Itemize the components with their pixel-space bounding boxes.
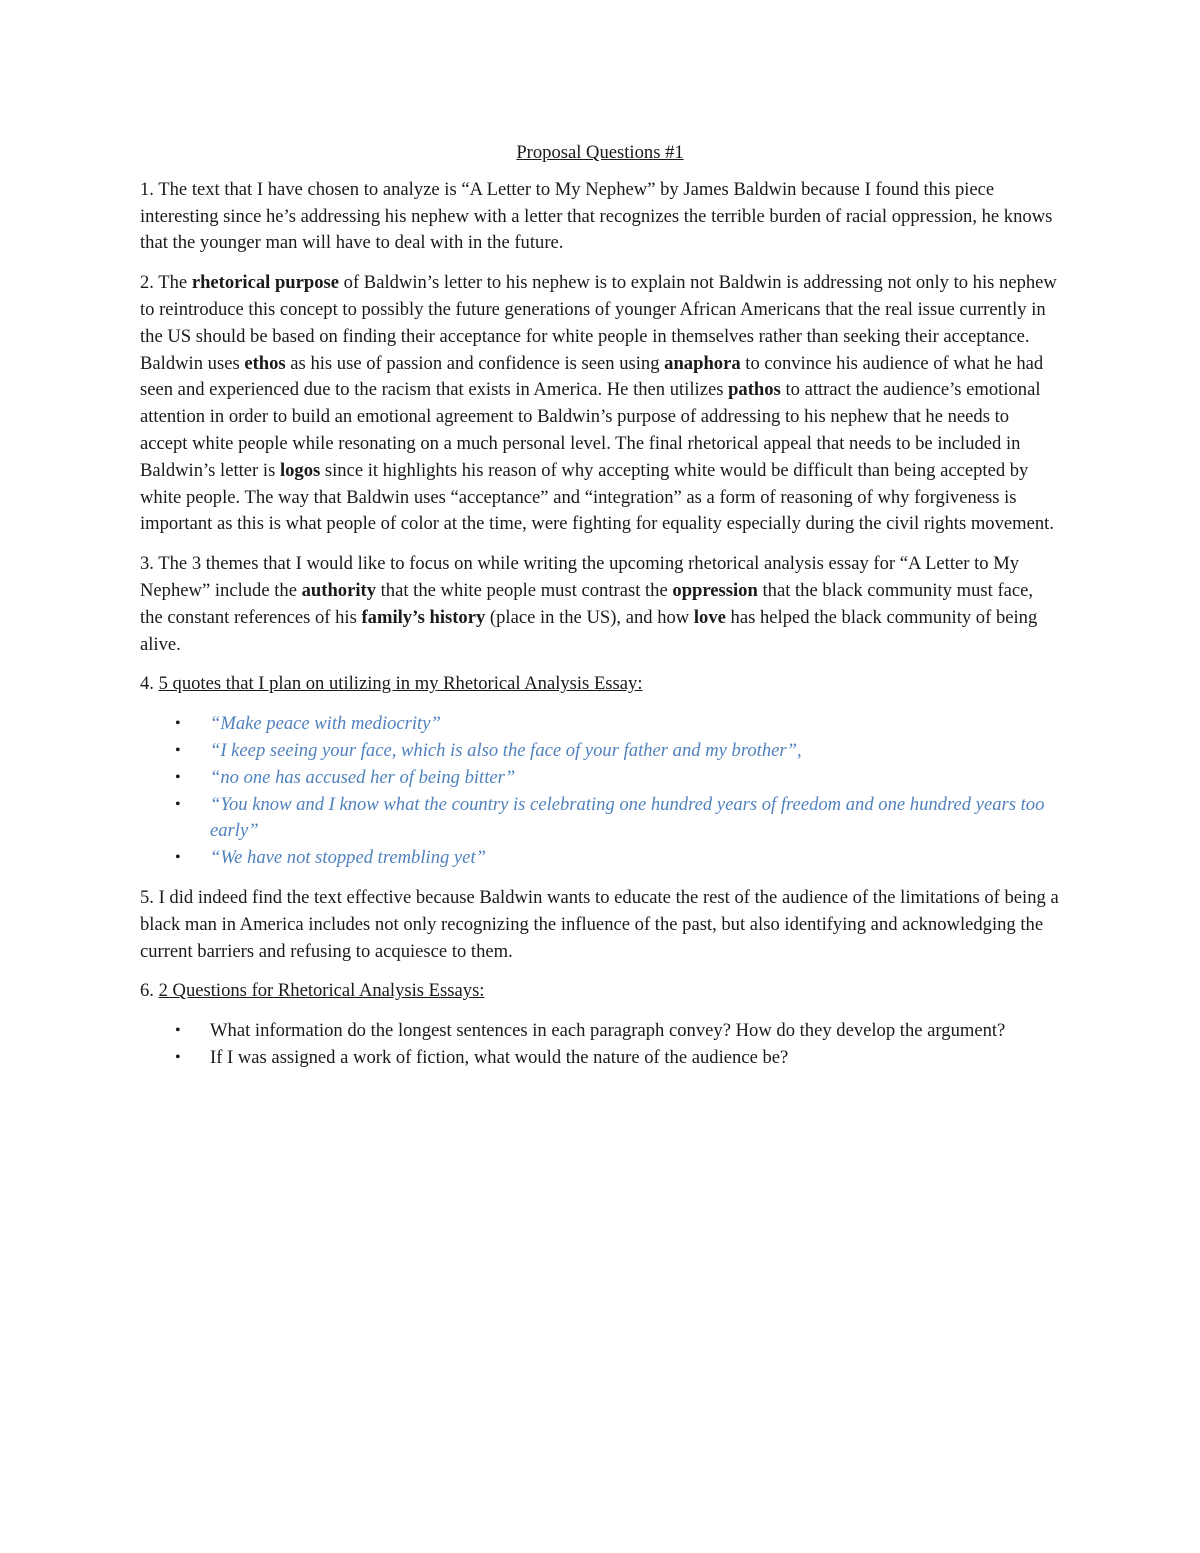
quote-item bbox=[140, 792, 1060, 846]
answer-2-text-5: to attract the audience’s emotional attention in order to build an emotional agreement to Baldwin’s purpose of addressing to his nephew that he needs to accept white people while resonating on a much personal level. The final rhetorical appeal that needs to be included in Baldwin’s letter is bbox=[140, 379, 1041, 481]
quote-item bbox=[140, 711, 1060, 738]
answer-3-text-3: that the black community must face, the constant references of his bbox=[140, 579, 1034, 628]
question-item bbox=[140, 1045, 1060, 1072]
answer-2-text-2: of Baldwin’s letter to his nephew is to explain not Baldwin is addressing not only to his nephew to reintroduce this concept to possibly the future generations of younger African Americans that the real issue currently in the US should be based on finding their acceptance for white people in themselves rather than seeking their acceptance. Baldwin uses bbox=[140, 272, 1057, 374]
quote-text: “Make peace with mediocrity” bbox=[210, 713, 441, 735]
answer-5 bbox=[140, 885, 1060, 965]
term-oppression: oppression bbox=[672, 579, 758, 601]
document-page bbox=[140, 140, 1060, 1085]
term-familys-history: family’s history bbox=[361, 606, 486, 628]
quotes-heading: 5 quotes that I plan on utilizing in my Rhetorical Analysis Essay: bbox=[158, 673, 643, 695]
answer-3-text-2: that the white people must contrast the bbox=[375, 579, 673, 601]
questions-heading: 2 Questions for Rhetorical Analysis Essays: bbox=[158, 980, 485, 1002]
question-text: What information do the longest sentences in each paragraph convey? How do they develop the argument? bbox=[210, 1020, 1006, 1042]
document-title: Proposal Questions #1 bbox=[516, 142, 684, 163]
term-anaphora: anaphora bbox=[664, 352, 741, 374]
answer-3-text-4: (place in the US), and how bbox=[485, 606, 694, 628]
quote-item bbox=[140, 765, 1060, 792]
quote-text: “no one has accused her of being bitter” bbox=[210, 766, 516, 788]
answer-6-number: 6. bbox=[140, 980, 159, 1002]
answer-4-number: 4. bbox=[140, 673, 159, 695]
answer-5-text: 5. I did indeed find the text effective because Baldwin wants to educate the rest of the audience of the limitations of being a black man in America includes not only recognizing the influence of the past, but also identifying and acknowledging the current barriers and refusing to acquiesce to them. bbox=[140, 886, 1059, 962]
bullet-icon: • bbox=[175, 1022, 181, 1040]
answer-2-text-1: 2. The bbox=[140, 272, 192, 294]
term-authority: authority bbox=[301, 579, 376, 601]
questions-list bbox=[140, 1018, 1060, 1072]
answer-6-heading bbox=[140, 978, 1060, 1005]
answer-1 bbox=[140, 177, 1060, 257]
answer-2-text-6: since it highlights his reason of why accepting white would be difficult than being accepted by white people. The way that Baldwin uses “acceptance” and “integration” as a form of reasoning of why forgiveness is important as this is what people of color at the time, were fighting for equality especially during the civil rights movement. bbox=[140, 459, 1054, 535]
quote-item bbox=[140, 845, 1060, 872]
answer-3-text-5: has helped the black community of being alive. bbox=[140, 606, 1038, 655]
quote-text: “You know and I know what the country is celebrating one hundred years of freedom and one hundred years too early” bbox=[210, 793, 1045, 842]
answer-2 bbox=[140, 270, 1060, 538]
quote-item bbox=[140, 738, 1060, 765]
bullet-icon: • bbox=[175, 1048, 181, 1066]
answer-2-text-4: to convince his audience of what he had seen and experienced due to the racism that exists in America. He then utilizes bbox=[140, 352, 1044, 401]
term-pathos: pathos bbox=[728, 379, 781, 401]
bullet-icon: • bbox=[175, 849, 181, 867]
quote-text: “I keep seeing your face, which is also the face of your father and my brother”, bbox=[210, 739, 802, 761]
answer-2-text-3: as his use of passion and confidence is seen using bbox=[285, 352, 665, 374]
term-logos: logos bbox=[279, 459, 321, 481]
bullet-icon: • bbox=[175, 741, 181, 759]
term-love: love bbox=[693, 606, 726, 628]
question-item bbox=[140, 1018, 1060, 1045]
quote-text: “We have not stopped trembling yet” bbox=[210, 847, 486, 869]
bullet-icon: • bbox=[175, 795, 181, 813]
answer-4-heading bbox=[140, 671, 1060, 698]
bullet-icon: • bbox=[175, 715, 181, 733]
term-rhetorical-purpose: rhetorical purpose bbox=[191, 272, 340, 294]
term-ethos: ethos bbox=[244, 352, 286, 374]
answer-3-text-1: 3. The 3 themes that I would like to focus on while writing the upcoming rhetorical analysis essay for “A Letter to My Nephew” include the bbox=[140, 553, 1020, 601]
answer-3 bbox=[140, 551, 1060, 658]
bullet-icon: • bbox=[175, 768, 181, 786]
answer-1-text: 1. The text that I have chosen to analyze is “A Letter to My Nephew” by James Baldwin because I found this piece interesting since he’s addressing his nephew with a letter that recognizes the terrible burden of racial oppression, he knows that the younger man will have to deal with in the future. bbox=[140, 178, 1053, 254]
quotes-list bbox=[140, 711, 1060, 872]
question-text: If I was assigned a work of fiction, what would the nature of the audience be? bbox=[210, 1046, 789, 1068]
